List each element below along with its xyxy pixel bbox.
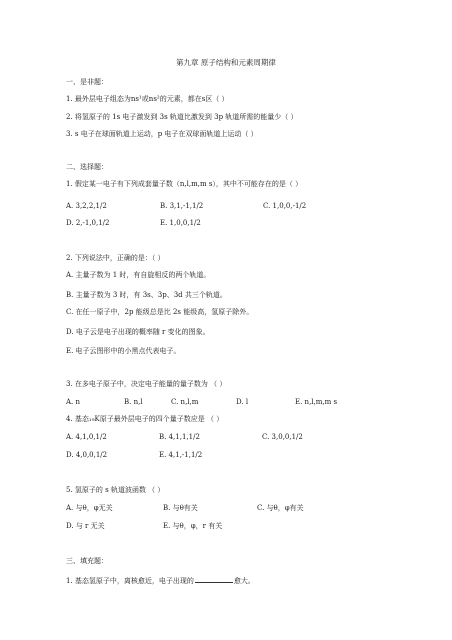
choice-q4-option-e: E. 4,1,-1,1/2 bbox=[159, 451, 203, 459]
fill-in-blank[interactable] bbox=[195, 576, 233, 583]
choice-q5-option-a: A. 与θ，φ无关 bbox=[66, 504, 113, 512]
choice-q1-option-a: A. 3,2,2,1/2 bbox=[66, 202, 107, 210]
choice-q4-option-c: C. 3,0,0,1/2 bbox=[262, 433, 303, 441]
choice-q3-option-b: B. n,l bbox=[124, 398, 143, 406]
choice-q1-option-d: D. 2,-1,0,1/2 bbox=[66, 219, 110, 227]
choice-question-3: 3. 在多电子原子中，决定电子能量的量子数为 （ ） bbox=[66, 380, 227, 388]
section-heading-multiple-choice: 二、选择题： bbox=[66, 163, 108, 171]
choice-q4-option-b: B. 4,1,1,1/2 bbox=[159, 433, 200, 441]
choice-q5-option-c: C. 与θ，φ有关 bbox=[257, 504, 304, 512]
fill-in-question-1 bbox=[66, 576, 255, 585]
choice-q5-option-b: B. 与θ有关 bbox=[163, 504, 198, 512]
choice-q3-option-e: E. n,l,m,m s bbox=[295, 398, 338, 406]
choice-q2-option-e: E. 电子云图形中的小黑点代表电子。 bbox=[66, 347, 181, 355]
choice-q2-option-a: A. 主量子数为 1 时，有自旋相反的两个轨道。 bbox=[66, 271, 211, 279]
choice-q1-option-c: C. 1,0,0,-1/2 bbox=[263, 202, 307, 210]
choice-q5-option-d: D. 与 r 无关 bbox=[66, 522, 105, 530]
choice-q1-option-b: B. 3,1,-1,1/2 bbox=[160, 202, 204, 210]
choice-q5-option-e: E. 与θ，φ，r 有关 bbox=[163, 522, 223, 530]
choice-q3-option-c: C. n,l,m bbox=[171, 398, 199, 406]
true-false-item-3: 3. s 电子在球面轨道上运动，p 电子在双球面轨道上运动（ ） bbox=[66, 130, 258, 138]
true-false-item-2: 2. 将氢原子的 1s 电子激发到 3s 轨道比激发到 3p 轨道所需的能量少（ ） bbox=[66, 113, 298, 121]
choice-question-4: 4. 基态₁₉K原子最外层电子的四个量子数应是 （ ） bbox=[66, 415, 224, 423]
choice-question-2: 2. 下列说法中，正确的是：（ ） bbox=[66, 254, 165, 262]
choice-q2-option-b: B. 主量子数为 3 时，有 3s、3p、3d 共三个轨道。 bbox=[66, 291, 227, 299]
section-heading-fill-in: 三、填充题： bbox=[66, 557, 108, 565]
choice-q1-option-e: E. 1,0,0,1/2 bbox=[160, 219, 201, 227]
choice-q4-option-d: D. 4,0,0,1/2 bbox=[66, 451, 108, 459]
choice-q3-option-d: D. l bbox=[236, 398, 249, 406]
fill-in-q1-text-before: 1. 基态氢原子中，离核愈近，电子出现的 bbox=[66, 577, 194, 585]
fill-in-q1-text-after: 愈大。 bbox=[233, 577, 255, 585]
choice-question-1: 1. 假定某一电子有下列成套量子数（n,l,m,m s），其中不可能存在的是（ ） bbox=[66, 180, 303, 188]
true-false-item-1: 1. 最外层电子组态为ns¹或ns²的元素，都在s区（ ） bbox=[66, 95, 229, 103]
section-heading-true-false: 一、是非题： bbox=[66, 78, 108, 86]
choice-q2-option-d: D. 电子云是电子出现的概率随 r 变化的图象。 bbox=[66, 328, 210, 336]
choice-q4-option-a: A. 4,1,0,1/2 bbox=[66, 433, 107, 441]
choice-q2-option-c: C. 在任一原子中，2p 能级总是比 2s 能级高，氢原子除外。 bbox=[66, 308, 254, 316]
chapter-title: 第九章 原子结构和元素周期律 bbox=[176, 58, 276, 67]
choice-question-5: 5. 氢原子的 s 轨道波函数 （ ） bbox=[66, 486, 165, 494]
choice-q3-option-a: A. n bbox=[66, 398, 81, 406]
